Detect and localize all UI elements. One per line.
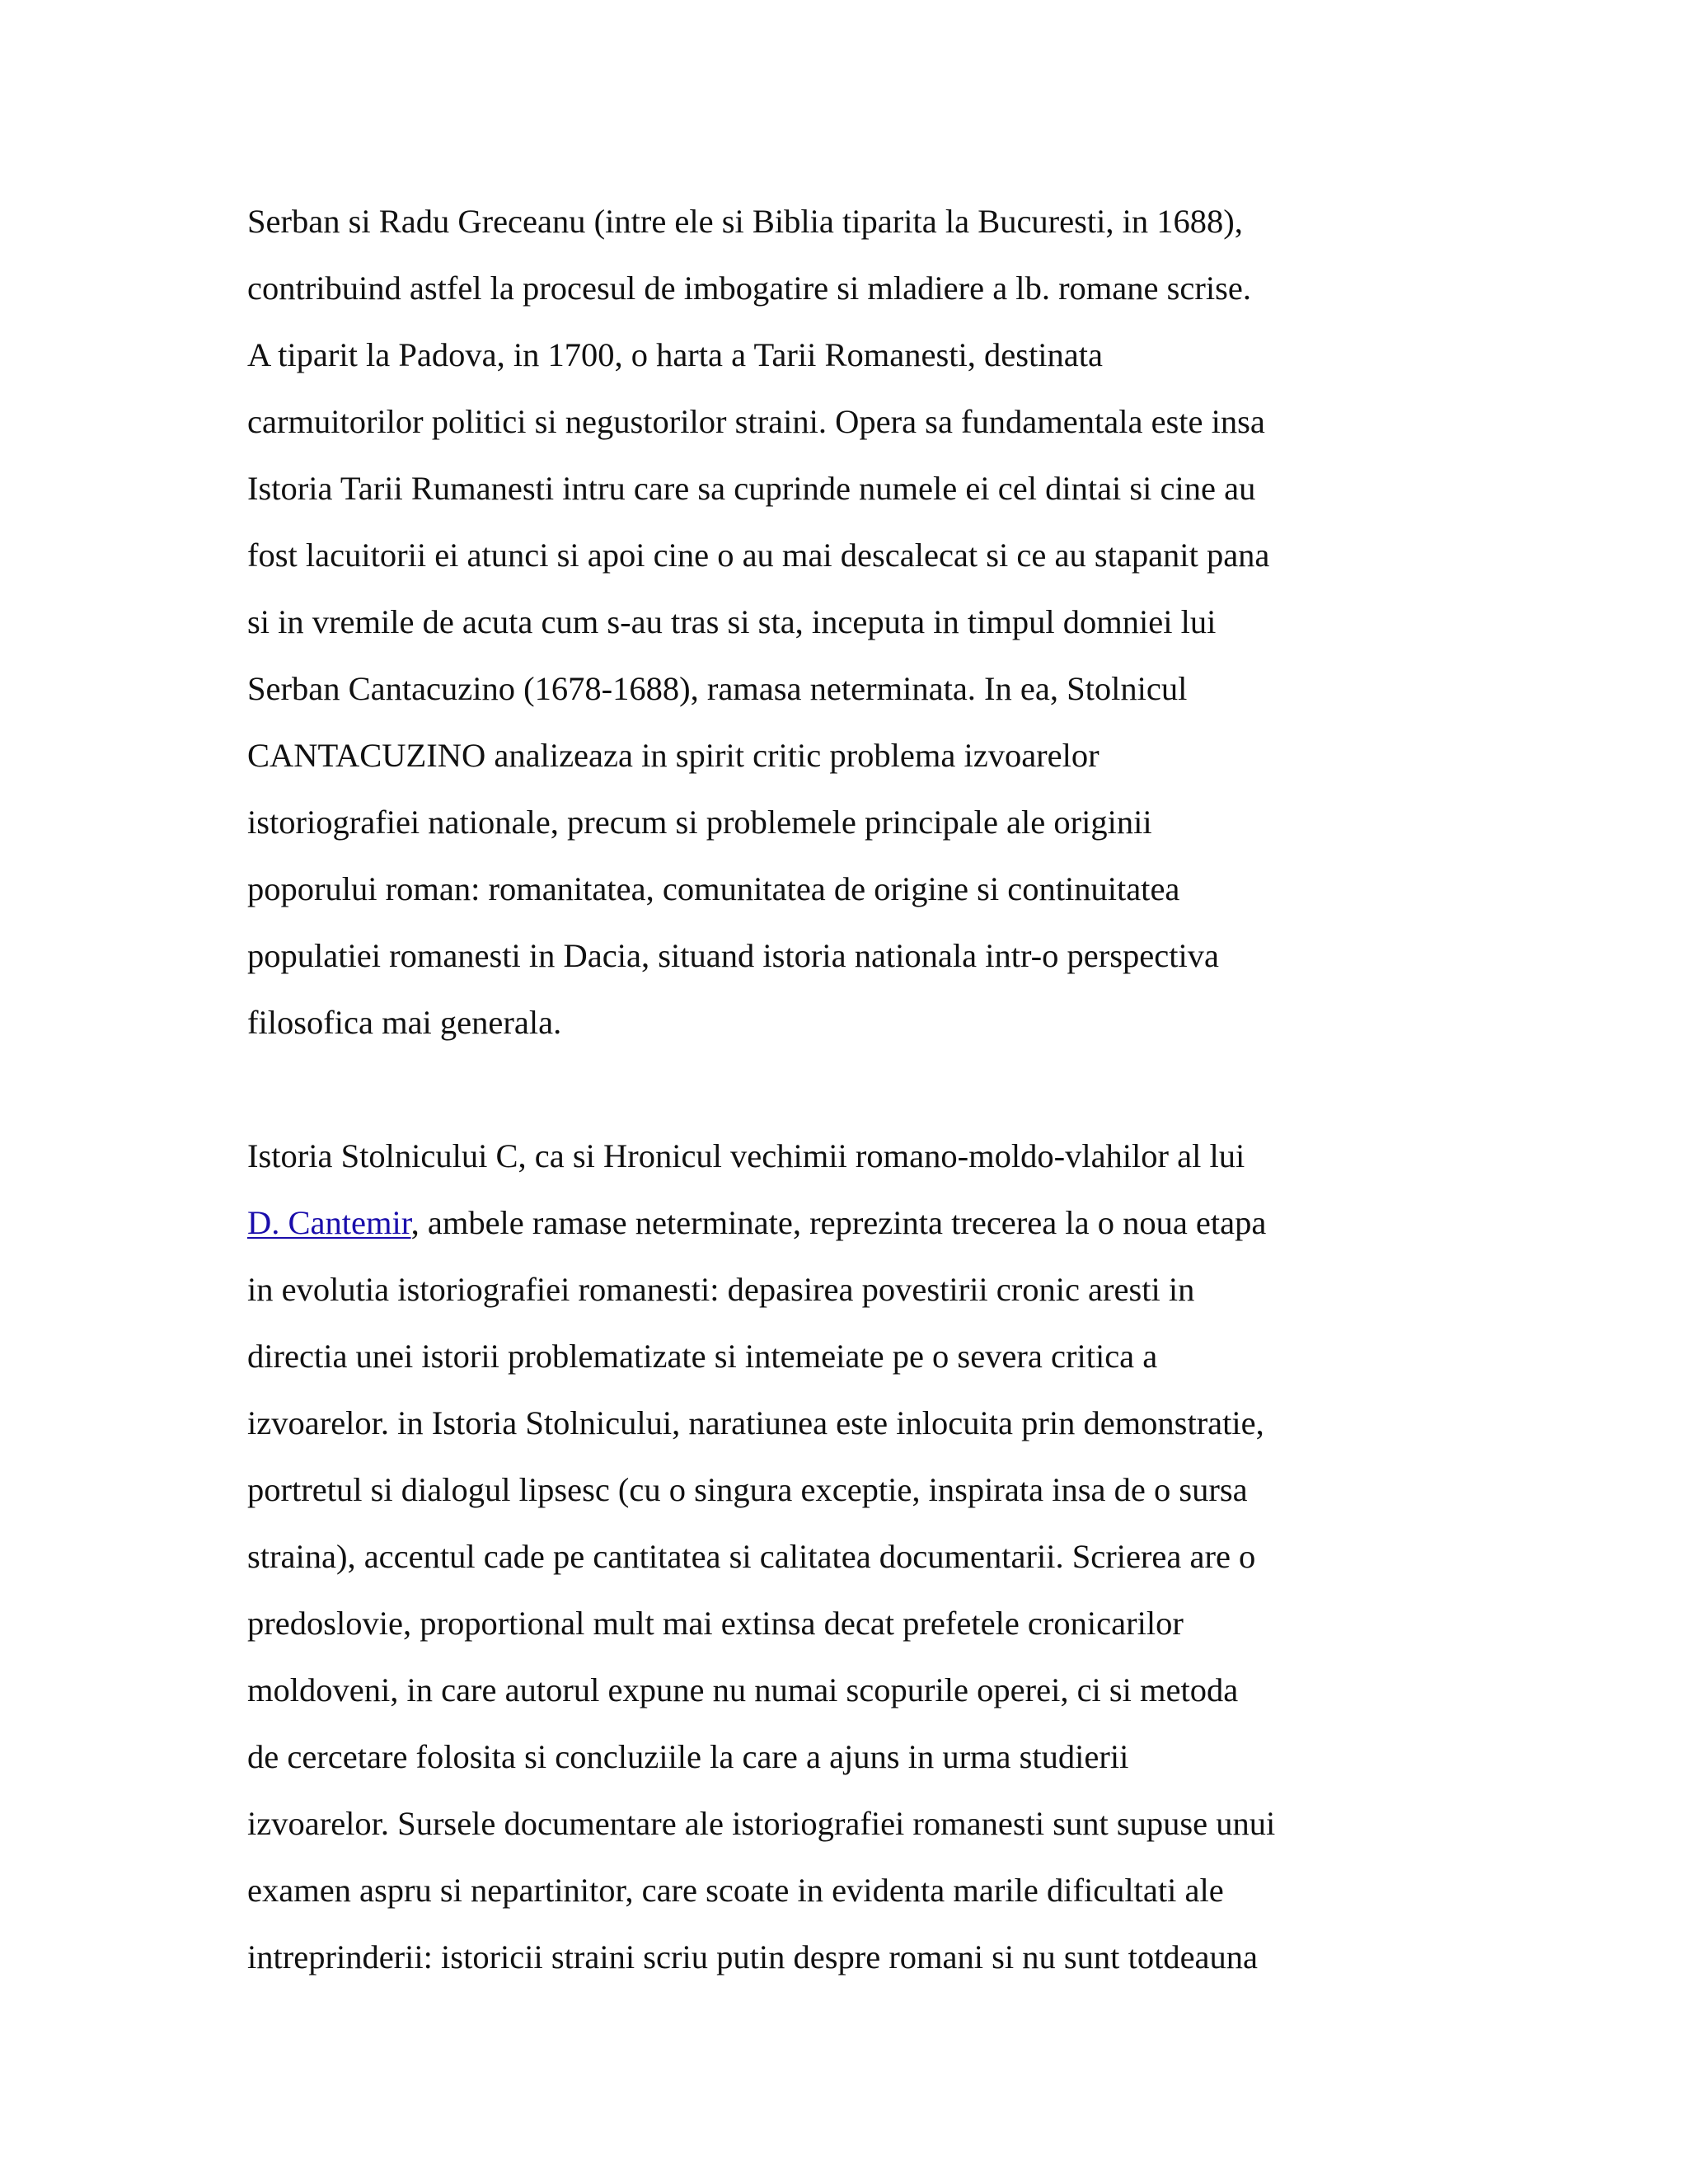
- text-line: filosofica mai generala.: [247, 1004, 562, 1041]
- text-line: directia unei istorii problematizate si intemeiate pe o severa critica a: [247, 1338, 1158, 1375]
- document-body: [247, 188, 1467, 1990]
- text-line: examen aspru si nepartinitor, care scoate in evidenta marile dificultati ale: [247, 1872, 1224, 1909]
- text-line: de cercetare folosita si concluziile la care a ajuns in urma studierii: [247, 1738, 1129, 1775]
- text-line: fost lacuitorii ei atunci si apoi cine o au mai descalecat si ce au stapanit pana: [247, 537, 1270, 574]
- text-line: CANTACUZINO analizeaza in spirit critic problema izvoarelor: [247, 737, 1100, 774]
- text-line: si in vremile de acuta cum s-au tras si sta, inceputa in timpul domniei lui: [247, 603, 1217, 640]
- text-line: predoslovie, proportional mult mai extinsa decat prefetele cronicarilor: [247, 1605, 1184, 1642]
- text-line: carmuitorilor politici si negustorilor straini. Opera sa fundamentala este insa: [247, 403, 1265, 440]
- text-line-with-link: [247, 1189, 1467, 1256]
- text-line: Istoria Tarii Rumanesti intru care sa cuprinde numele ei cel dintai si cine au: [247, 470, 1256, 507]
- text-line: poporului roman: romanitatea, comunitatea de origine si continuitatea: [247, 870, 1180, 907]
- paragraph-1: [247, 188, 1467, 1056]
- text-line: contribuind astfel la procesul de imbogatire si mladiere a lb. romane scrise.: [247, 269, 1251, 307]
- text-fragment: , ambele ramase neterminate, reprezinta trecerea la o noua etapa: [410, 1204, 1267, 1241]
- text-line: A tiparit la Padova, in 1700, o harta a Tarii Romanesti, destinata: [247, 336, 1103, 373]
- cantemir-link[interactable]: D. Cantemir: [247, 1204, 411, 1241]
- paragraph-spacer: [247, 1056, 1467, 1122]
- text-line: populatiei romanesti in Dacia, situand istoria nationala intr-o perspectiva: [247, 937, 1219, 974]
- text-line: izvoarelor. Sursele documentare ale istoriografiei romanesti sunt supuse unui: [247, 1805, 1276, 1842]
- text-line: in evolutia istoriografiei romanesti: depasirea povestirii cronic aresti in: [247, 1271, 1195, 1308]
- text-line: Istoria Stolnicului C, ca si Hronicul vechimii romano-moldo-vlahilor al lui: [247, 1137, 1245, 1174]
- text-line: Serban Cantacuzino (1678-1688), ramasa neterminata. In ea, Stolnicul: [247, 670, 1188, 707]
- text-line: Serban si Radu Greceanu (intre ele si Biblia tiparita la Bucuresti, in 1688),: [247, 203, 1243, 240]
- text-line: straina), accentul cade pe cantitatea si calitatea documentarii. Scrierea are o: [247, 1538, 1256, 1575]
- text-line: istoriografiei nationale, precum si problemele principale ale originii: [247, 804, 1152, 841]
- text-line: portretul si dialogul lipsesc (cu o singura exceptie, inspirata insa de o sursa: [247, 1471, 1248, 1508]
- paragraph-2: [247, 1122, 1467, 1990]
- text-line: moldoveni, in care autorul expune nu numai scopurile operei, ci si metoda: [247, 1671, 1239, 1708]
- text-line: izvoarelor. in Istoria Stolnicului, naratiunea este inlocuita prin demonstratie,: [247, 1404, 1264, 1441]
- text-line: intreprinderii: istoricii straini scriu putin despre romani si nu sunt totdeauna: [247, 1938, 1258, 1975]
